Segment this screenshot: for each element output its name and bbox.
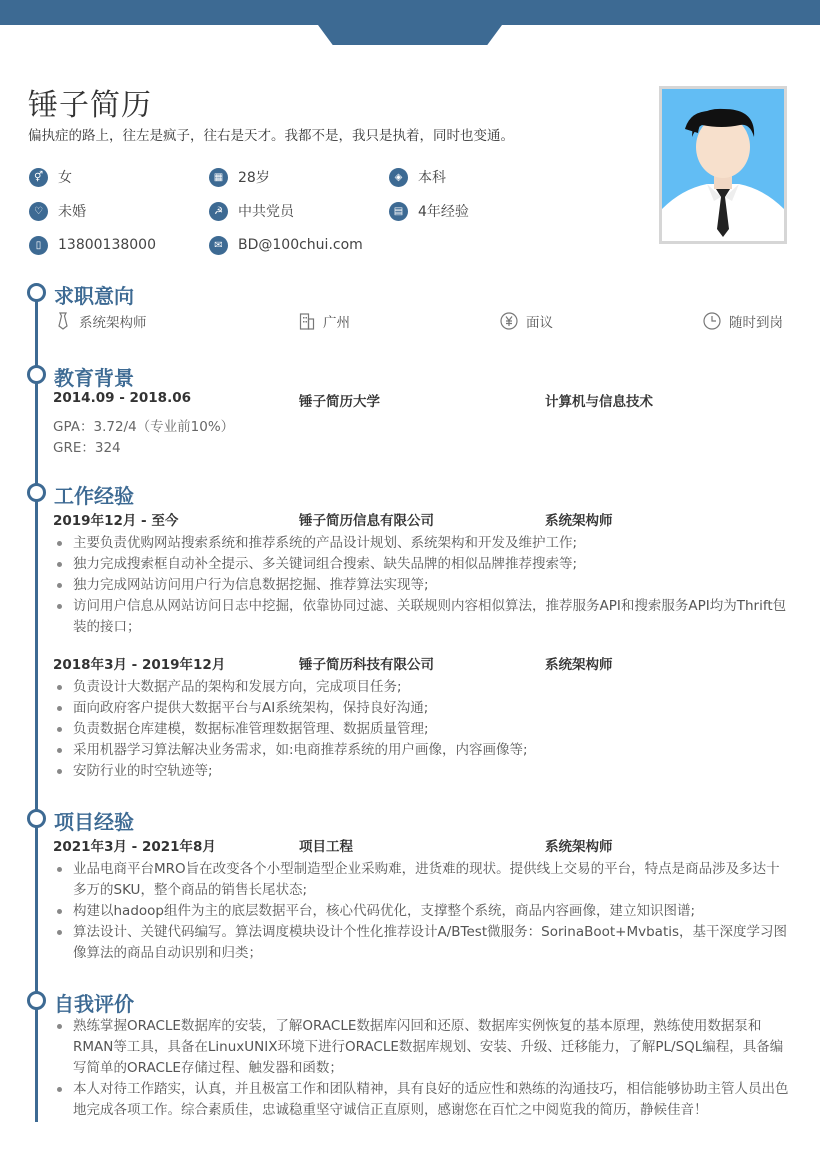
party-emblem-icon: ☭ xyxy=(209,202,228,221)
mail-icon: ✉ xyxy=(209,236,228,255)
info-experience-value: 4年经验 xyxy=(418,204,469,220)
project-period: 2021年3月 - 2021年8月 xyxy=(53,839,216,855)
list-item: 访问用户信息从网站访问日志中挖掘，依靠协同过滤、关联规则内容相似算法，推荐服务API和搜索服务API均为Thrift包装的接口； xyxy=(53,596,793,638)
info-marital-value: 未婚 xyxy=(58,204,86,220)
list-item: 安防行业的时空轨迹等; xyxy=(53,761,793,782)
work-1-role: 系统架构师 xyxy=(545,513,613,529)
education-major: 计算机与信息技术 xyxy=(545,394,653,410)
section-marker-project xyxy=(27,809,46,828)
tie-icon xyxy=(55,312,71,330)
section-title-self: 自我评价 xyxy=(54,992,134,1016)
self-evaluation-list xyxy=(53,1016,793,1121)
intent-position xyxy=(55,311,147,331)
section-marker-self xyxy=(27,991,46,1010)
heart-icon: ♡ xyxy=(29,202,48,221)
info-age-value: 28岁 xyxy=(238,170,270,186)
info-phone xyxy=(29,235,156,255)
list-item: 面向政府客户提供大数据平台与AI系统架构，保持良好沟通; xyxy=(53,698,793,719)
list-item: 业品电商平台MRO旨在改变各个小型制造型企业采购难，进货难的现状。提供线上交易的平台，特点是商品涉及多达十多万的SKU，整个商品的销售长尾状态; xyxy=(53,859,793,901)
education-period: 2014.09 - 2018.06 xyxy=(53,390,191,406)
info-politics-value: 中共党员 xyxy=(238,204,294,220)
intent-salary-value: 面议 xyxy=(526,315,553,331)
section-title-project: 项目经验 xyxy=(54,810,134,834)
work-1-period: 2019年12月 - 至今 xyxy=(53,513,179,529)
project-details xyxy=(53,859,793,964)
work-2-role: 系统架构师 xyxy=(545,657,613,673)
work-1-duties xyxy=(53,533,793,638)
intent-city xyxy=(299,311,350,331)
intent-city-value: 广州 xyxy=(323,315,350,331)
yuan-coin-icon xyxy=(500,312,518,330)
list-item: 负责设计大数据产品的架构和发展方向，完成项目任务; xyxy=(53,677,793,698)
section-marker-intent xyxy=(27,283,46,302)
info-politics xyxy=(209,201,294,221)
education-header-row xyxy=(53,390,793,410)
list-item: 独力完成搜索框自动补全提示、多关键词组合搜索、缺失品牌的相似品牌推荐搜索等; xyxy=(53,554,793,575)
education-gpa: GPA：3.72/4（专业前10%） xyxy=(53,419,235,435)
work-2-duties xyxy=(53,677,793,782)
section-marker-education xyxy=(27,365,46,384)
project-role: 系统架构师 xyxy=(545,839,613,855)
intent-availability-value: 随时到岗 xyxy=(729,315,783,331)
calendar-icon: ▦ xyxy=(209,168,228,187)
top-banner xyxy=(0,0,820,25)
info-degree xyxy=(389,167,446,187)
list-item: 负责数据仓库建模，数据标准管理数据管理、数据质量管理; xyxy=(53,719,793,740)
project-name: 项目工程 xyxy=(299,839,353,855)
info-phone-value: 13800138000 xyxy=(58,237,156,253)
avatar xyxy=(659,86,787,244)
section-marker-work xyxy=(27,483,46,502)
list-item: 采用机器学习算法解决业务需求，如:电商推荐系统的用户画像，内容画像等; xyxy=(53,740,793,761)
list-item: 构建以hadoop组件为主的底层数据平台，核心代码优化，支撑整个系统，商品内容画像，建立知识图谱; xyxy=(53,901,793,922)
intent-salary xyxy=(500,311,553,331)
work-1-company: 锤子简历信息有限公司 xyxy=(299,513,434,529)
list-item: 主要负责优购网站搜索系统和推荐系统的产品设计规划、系统架构和开发及维护工作; xyxy=(53,533,793,554)
info-email-value: BD@100chui.com xyxy=(238,237,363,253)
info-email xyxy=(209,235,363,255)
work-2-company: 锤子简历科技有限公司 xyxy=(299,657,434,673)
intent-availability xyxy=(703,311,783,331)
project-header-row xyxy=(53,835,793,855)
gender-icon: ⚥ xyxy=(29,168,48,187)
info-gender xyxy=(29,167,72,187)
avatar-illustration xyxy=(662,89,784,241)
resume-motto: 偏执症的路上，往左是疯子，往右是天才。我都不是，我只是执着，同时也变通。 xyxy=(28,128,514,144)
list-item: 本人对待工作踏实，认真，并且极富工作和团队精神，具有良好的适应性和熟练的沟通技巧，相信能够协助主管人员出色地完成各项工作。综合素质佳，忠诚稳重坚守诚信正直原则，感谢您在百忙之中阅览我的简历，静候佳音！ xyxy=(53,1079,793,1121)
resume-name: 锤子简历 xyxy=(28,88,152,123)
info-gender-value: 女 xyxy=(58,170,72,186)
clipboard-icon: ▤ xyxy=(389,202,408,221)
building-icon xyxy=(299,312,315,330)
work-2-period: 2018年3月 - 2019年12月 xyxy=(53,657,226,673)
section-title-education: 教育背景 xyxy=(54,366,134,390)
intent-position-value: 系统架构师 xyxy=(79,315,147,331)
info-marital xyxy=(29,201,86,221)
list-item: 算法设计、关键代码编写。算法调度模块设计个性化推荐设计A/BTest微服务：SorinaBoot+Mvbatis，基干深度学习图像算法的商品自动识别和归类； xyxy=(53,922,793,964)
info-degree-value: 本科 xyxy=(418,170,446,186)
info-age xyxy=(209,167,270,187)
info-experience xyxy=(389,201,469,221)
section-title-work: 工作经验 xyxy=(54,484,134,508)
work-2-header-row xyxy=(53,653,793,673)
list-item: 独力完成网站访问用户行为信息数据挖掘、推荐算法实现等; xyxy=(53,575,793,596)
phone-icon: ▯ xyxy=(29,236,48,255)
education-school: 锤子简历大学 xyxy=(299,394,380,410)
clock-icon xyxy=(703,312,721,330)
graduation-cap-icon: ◈ xyxy=(389,168,408,187)
list-item: 熟练掌握ORACLE数据库的安装，了解ORACLE数据库闪回和还原、数据库实例恢复的基本原理，熟练使用数据泵和RMAN等工具，具备在LinuxUNIX环境下进行ORACLE数据库规划、安装、升级、迁移能力，了解PL/SQL编程，具备编写简单的ORACLE存储过程、触发器和函数； xyxy=(53,1016,793,1079)
education-gre: GRE：324 xyxy=(53,440,121,456)
work-1-header-row xyxy=(53,509,793,529)
top-banner-tab xyxy=(318,25,502,45)
section-title-intent: 求职意向 xyxy=(54,284,134,308)
